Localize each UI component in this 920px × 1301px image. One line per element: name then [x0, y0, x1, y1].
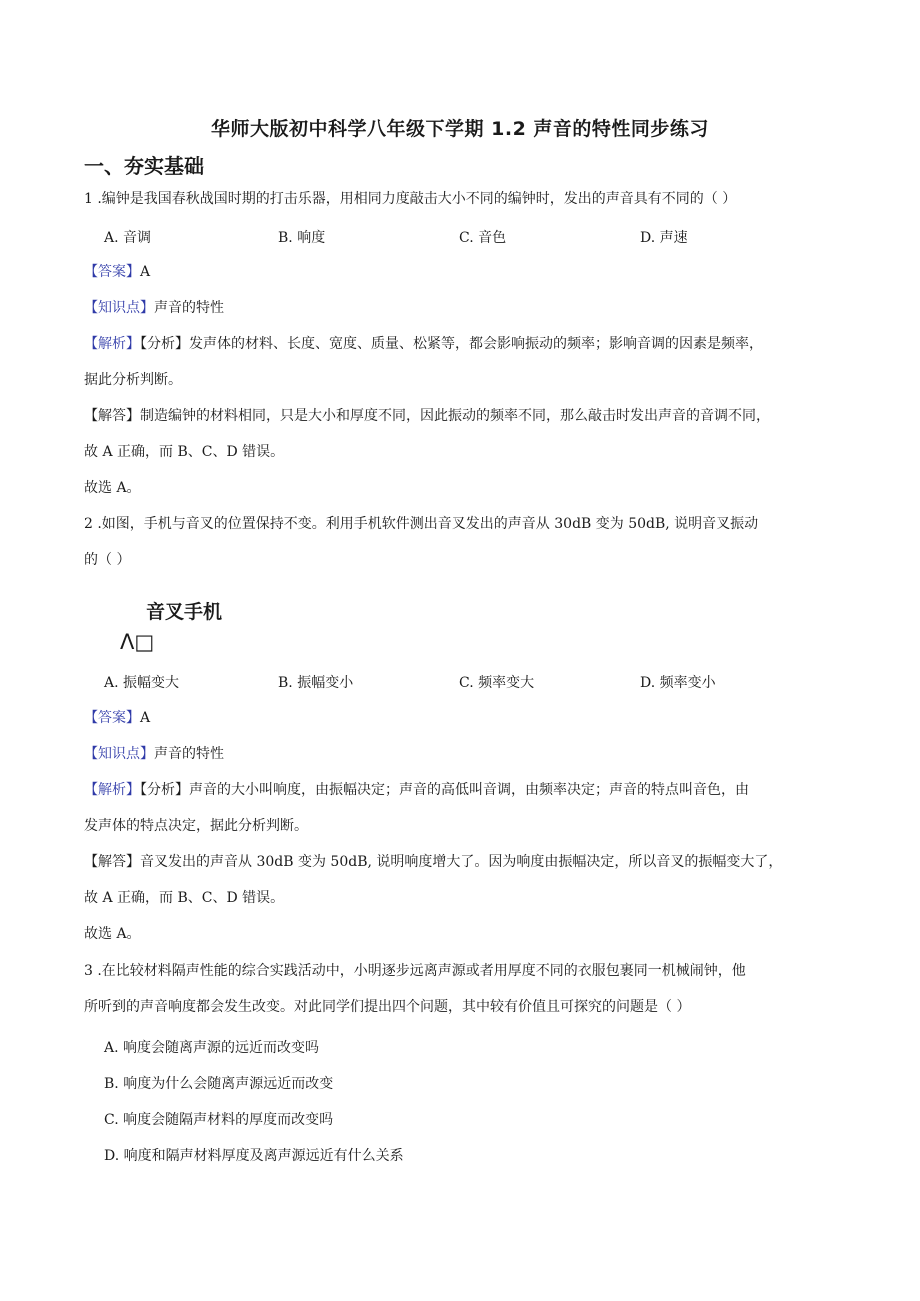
option-d: D. 声速 — [640, 230, 688, 246]
analysis-text: 【分析】发声体的材料、长度、宽度、质量、松紧等，都会影响振动的频率；影响音调的因素是频率， — [140, 336, 763, 352]
answer-line — [84, 708, 150, 728]
option-b: B. 响度为什么会随离声源远近而改变 — [104, 1076, 334, 1092]
question-stem: 2 .如图，手机与音叉的位置保持不变。利用手机软件测出音叉发出的声音从 30dB 变为 50dB, 说明音叉振动 — [84, 516, 759, 532]
knowledge-value: 声音的特性 — [154, 300, 224, 316]
option-d: D. 响度和隔声材料厚度及离声源远近有什么关系 — [104, 1148, 404, 1164]
document-title: 华师大版初中科学八年级下学期 1.2 声音的特性同步练习 — [211, 118, 709, 140]
answer-tag: 【答案】 — [84, 264, 140, 280]
option-c: C. 频率变大 — [459, 675, 535, 691]
option-b: B. 振幅变小 — [278, 675, 354, 691]
tuning-fork-phone-icon: Λ□ — [120, 630, 155, 654]
answer-value: A — [140, 710, 151, 726]
option-b: B. 响度 — [278, 230, 326, 246]
solution-text: 故 A 正确，而 B、C、D 错误。 — [84, 444, 285, 460]
analysis-text: 据此分析判断。 — [84, 372, 182, 388]
solution-text: 【解答】制造编钟的材料相同，只是大小和厚度不同，因此振动的频率不同，那么敲击时发出声音的音调不同， — [84, 408, 770, 424]
option-a: A. 振幅变大 — [104, 675, 180, 691]
answer-line — [84, 262, 150, 282]
analysis-line — [84, 780, 749, 800]
option-c: C. 音色 — [459, 230, 507, 246]
solution-text: 故 A 正确，而 B、C、D 错误。 — [84, 890, 285, 906]
analysis-text: 【分析】声音的大小叫响度，由振幅决定；声音的高低叫音调，由频率决定；声音的特点叫音色，由 — [140, 782, 749, 798]
knowledge-line — [84, 744, 224, 764]
section-title: 一、夯实基础 — [84, 154, 204, 178]
analysis-text: 发声体的特点决定，据此分析判断。 — [84, 818, 308, 834]
answer-value: A — [140, 264, 151, 280]
question-stem: 所听到的声音响度都会发生改变。对此同学们提出四个问题，其中较有价值且可探究的问题是（ ） — [84, 999, 691, 1015]
knowledge-value: 声音的特性 — [154, 746, 224, 762]
question-stem: 的（ ） — [84, 552, 131, 568]
analysis-tag: 【解析】 — [84, 336, 140, 352]
analysis-tag: 【解析】 — [84, 782, 140, 798]
conclusion-text: 故选 A。 — [84, 926, 141, 942]
option-c: C. 响度会随隔声材料的厚度而改变吗 — [104, 1112, 334, 1128]
solution-text: 【解答】音叉发出的声音从 30dB 变为 50dB, 说明响度增大了。因为响度由振幅决定，所以音叉的振幅变大了， — [84, 854, 783, 870]
question-stem: 3 .在比较材料隔声性能的综合实践活动中，小明逐步远离声源或者用厚度不同的衣服包裹同一机械闹钟，他 — [84, 963, 746, 979]
figure-label: 音叉手机 — [146, 601, 223, 623]
knowledge-line — [84, 298, 224, 318]
option-a: A. 响度会随离声源的远近而改变吗 — [104, 1040, 320, 1056]
option-d: D. 频率变小 — [640, 675, 716, 691]
conclusion-text: 故选 A。 — [84, 480, 141, 496]
question-stem: 1 .编钟是我国春秋战国时期的打击乐器，用相同力度敲击大小不同的编钟时，发出的声音具有不同的（ ） — [84, 191, 737, 207]
knowledge-tag: 【知识点】 — [84, 746, 154, 762]
knowledge-tag: 【知识点】 — [84, 300, 154, 316]
answer-tag: 【答案】 — [84, 710, 140, 726]
analysis-line — [84, 334, 763, 354]
option-a: A. 音调 — [104, 230, 152, 246]
